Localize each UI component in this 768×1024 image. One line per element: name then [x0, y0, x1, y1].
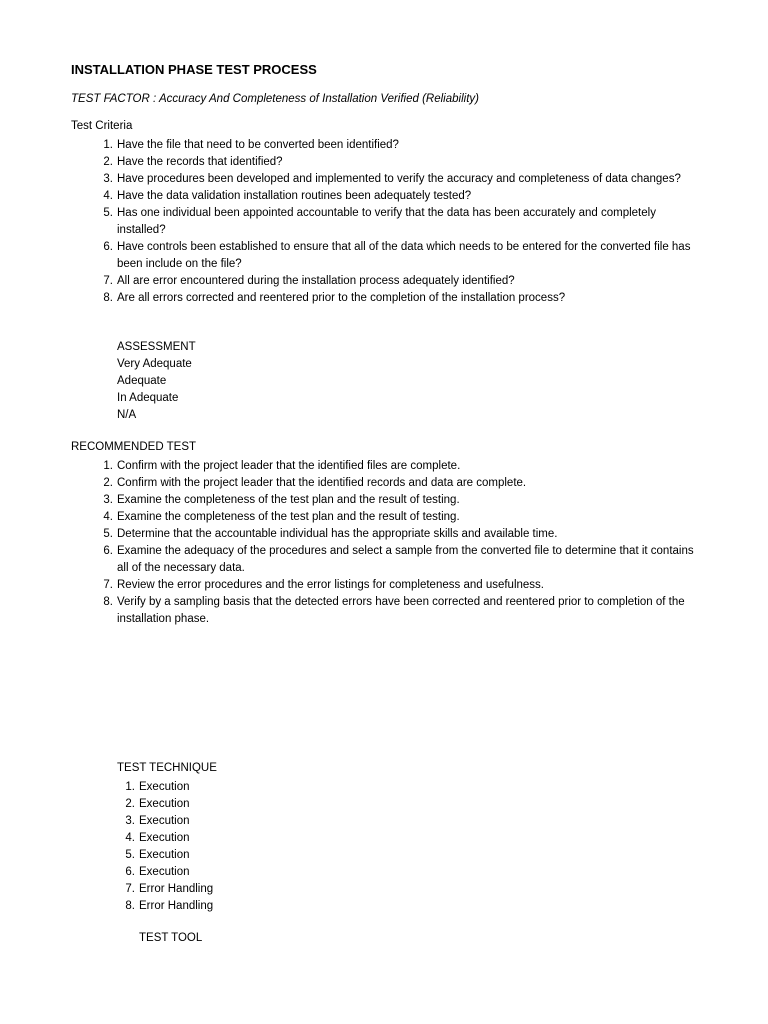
list-item: 7. All are error encountered during the installation process adequately identified?	[103, 275, 515, 287]
list-item: 7. Error Handling	[125, 883, 214, 895]
assessment-option: In Adequate	[117, 392, 179, 404]
list-item: 3. Have procedures been developed and implemented to verify the accuracy and completeness of data changes?	[103, 173, 681, 185]
criteria-heading: Test Criteria	[71, 120, 133, 132]
list-item: 5. Execution	[125, 849, 190, 861]
technique-list	[125, 779, 439, 915]
list-item: 2. Confirm with the project leader that the identified records and data are complete.	[103, 477, 527, 489]
assessment-block	[117, 339, 196, 424]
test-factor: TEST FACTOR : Accuracy And Completeness of Installation Verified (Reliability)	[71, 93, 479, 105]
recommended-list	[103, 458, 707, 628]
list-item: 4. Execution	[125, 832, 190, 844]
list-item: 6. Execution	[125, 866, 190, 878]
list-item: 6. Examine the adequacy of the procedures and select a sample from the converted file to determine that it contains all of the necessary data.	[103, 545, 694, 574]
tool-heading: TEST TOOL	[139, 932, 203, 944]
list-item: 2. Have the records that identified?	[103, 156, 283, 168]
assessment-option: N/A	[117, 409, 137, 421]
list-item: 2. Execution	[125, 798, 190, 810]
list-item: 1. Have the file that need to be converted been identified?	[103, 139, 399, 151]
list-item: 1. Confirm with the project leader that the identified files are complete.	[103, 460, 461, 472]
list-item: 4. Examine the completeness of the test plan and the result of testing.	[103, 511, 460, 523]
page-title: INSTALLATION PHASE TEST PROCESS	[71, 62, 317, 77]
list-item: 3. Execution	[125, 815, 190, 827]
list-item: 1. Execution	[125, 781, 190, 793]
list-item: 8. Error Handling	[125, 900, 214, 912]
technique-heading: TEST TECHNIQUE	[117, 762, 217, 774]
assessment-option: Adequate	[117, 375, 167, 387]
list-item: 5. Determine that the accountable individual has the appropriate skills and available time.	[103, 528, 558, 540]
assessment-option: Very Adequate	[117, 358, 192, 370]
criteria-list	[103, 137, 707, 307]
list-item: 7. Review the error procedures and the error listings for completeness and usefulness.	[103, 579, 544, 591]
list-item: 8. Are all errors corrected and reentered prior to the completion of the installation process?	[103, 292, 566, 304]
list-item: 4. Have the data validation installation routines been adequately tested?	[103, 190, 472, 202]
list-item: 6. Have controls been established to ensure that all of the data which needs to be entered for the converted file has been include on the file?	[103, 241, 691, 270]
list-item: 8. Verify by a sampling basis that the detected errors have been corrected and reentered prior to completion of the installation phase.	[103, 596, 685, 625]
recommended-heading: RECOMMENDED TEST	[71, 441, 197, 453]
list-item: 3. Examine the completeness of the test plan and the result of testing.	[103, 494, 460, 506]
list-item: 5. Has one individual been appointed accountable to verify that the data has been accurately and completely installed?	[103, 207, 656, 236]
assessment-heading: ASSESSMENT	[117, 341, 196, 353]
